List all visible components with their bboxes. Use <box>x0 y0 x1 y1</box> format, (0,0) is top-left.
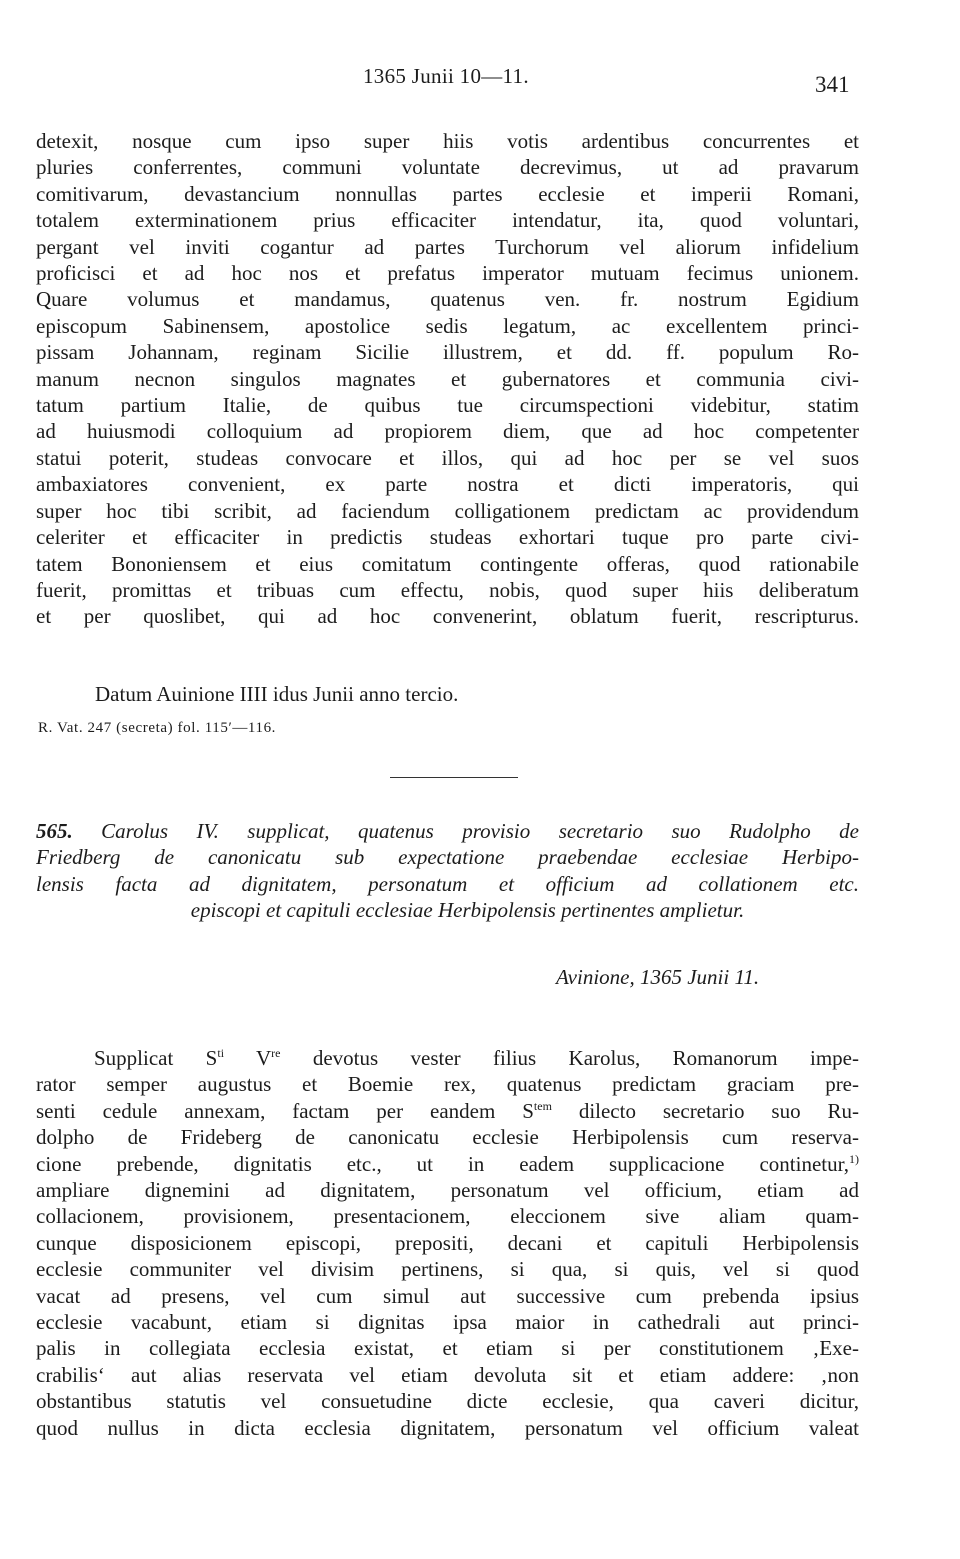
text-line: et per quoslibet, qui ad hoc convenerint, oblatum fuerit, rescripturus. <box>36 604 859 629</box>
superscript: tem <box>533 1098 552 1113</box>
place-date: Avinione, 1365 Junii 11. <box>556 965 760 989</box>
text-line: ambaxiatores convenient, ex parte nostra et dicti imperatoris, qui <box>36 472 859 497</box>
text-line: quod nullus in dicta ecclesia dignitatem, personatum vel officium valeat <box>36 1415 859 1440</box>
text-line: comitivarum, devastancium nonnullas partes ecclesie et imperii Romani, <box>36 181 859 206</box>
footnote-ref: 1) <box>849 1151 859 1166</box>
text-fragment: dilecto secretario suo Ru- <box>551 1098 859 1123</box>
text-fragment: devotus vester filius Karolus, Romanorum impe- <box>280 1046 859 1070</box>
text-line <box>36 1098 859 1124</box>
summary-text: Carolus IV. supplicat, quatenus provisio secretario suo Rudolpho de <box>72 819 859 843</box>
running-head <box>0 62 960 98</box>
text-line: palis in collegiata ecclesia existat, et etiam si per constitutionem ‚Exe- <box>36 1336 859 1361</box>
page-number: 341 <box>815 72 850 97</box>
text-line: tatem Bononiensem et eius comitatum contingente offeras, quod rationabile <box>36 551 859 576</box>
text-line: vacat ad presens, vel cum simul aut successive cum prebenda ipsius <box>36 1283 859 1308</box>
letter-body <box>36 128 859 630</box>
text-line <box>36 1045 859 1071</box>
text-fragment: cione prebende, dignitatis etc., ut in eadem supplicacione continetur, <box>36 1151 849 1176</box>
text-line <box>36 1151 859 1177</box>
source-note: R. Vat. 247 (secreta) fol. 115′—116. <box>38 720 277 736</box>
text-line: pluries conferrentes, communi voluntate decrevimus, ut ad pravarum <box>36 155 859 180</box>
text-fragment: Supplicat S <box>94 1046 218 1070</box>
text-fragment: senti cedule annexam, factam per eandem S <box>36 1098 534 1123</box>
text-line: obstantibus statutis vel consuetudine dicte ecclesie, qua caveri dicitur, <box>36 1389 859 1414</box>
text-line: crabilis‘ aut alias reservata vel etiam devoluta sit et etiam addere: ‚non <box>36 1362 859 1387</box>
text-line: ecclesie communiter vel divisim pertinens, si qua, si quis, vel si quod <box>36 1257 859 1282</box>
text-line: fuerit, promittas et tribuas cum effectu, nobis, quod super hiis deliberatum <box>36 577 859 602</box>
text-line: rator semper augustus et Boemie rex, quatenus predictam graciam pre- <box>36 1072 859 1097</box>
text-fragment: V <box>224 1046 272 1070</box>
text-line: proficisci et ad hoc nos et prefatus imperator mutuam fecimus unionem. <box>36 261 859 286</box>
supplication-body <box>36 1045 859 1441</box>
entry-number: 565. <box>36 819 73 843</box>
superscript: re <box>271 1046 281 1060</box>
summary-line: Friedberg de canonicatu sub expectatione praebendae ecclesiae Herbipo- <box>36 845 859 870</box>
text-line: celeriter et efficaciter in predictis studeas exhortari tuque pro parte civi- <box>36 525 859 550</box>
text-line: ampliare dignemini ad dignitatem, personatum vel officium, etiam ad <box>36 1178 859 1203</box>
text-line: detexit, nosque cum ipso super hiis votis ardentibus concurrentes et <box>36 129 859 153</box>
text-line: episcopum Sabinensem, apostolice sedis legatum, ac excellentem princi- <box>36 313 859 338</box>
text-line: ecclesie vacabunt, etiam si dignitas ipsa maior in cathedrali aut princi- <box>36 1310 859 1335</box>
text-line: ad huiusmodi colloquium ad propiorem diem, que ad hoc competenter <box>36 419 859 444</box>
section-divider <box>390 777 518 778</box>
text-line: collacionem, provisionem, presentacionem, eleccionem sive aliam quam- <box>36 1204 859 1229</box>
text-line: totalem exterminationem prius efficaciter intendatur, ita, quod voluntari, <box>36 208 859 233</box>
text-line: cunque disposicionem episcopi, prepositi, decani et capituli Herbipolensis <box>36 1230 859 1255</box>
superscript: ti <box>217 1046 225 1060</box>
datum-line: Datum Auinione IIII idus Junii anno tercio. <box>95 682 459 706</box>
text-line: pissam Johannam, reginam Sicilie illustrem, et dd. ff. populum Ro- <box>36 340 859 365</box>
summary-line: lensis facta ad dignitatem, personatum et officium ad collationem etc. <box>36 871 859 896</box>
text-line: Quare volumus et mandamus, quatenus ven. fr. nostrum Egidium <box>36 287 859 312</box>
text-line: dolpho de Frideberg de canonicatu ecclesie Herbipolensis cum reserva- <box>36 1125 859 1150</box>
text-line: statui poterit, studeas convocare et illos, qui ad hoc per se vel suos <box>36 445 859 470</box>
text-line: manum necnon singulos magnates et gubernatores et communia civi- <box>36 366 859 391</box>
summary-line: episcopi et capituli ecclesiae Herbipolensis pertinentes amplietur. <box>190 898 745 923</box>
summary-line <box>36 818 859 844</box>
text-line: super hoc tibi scribit, ad faciendum colligationem predictam ac providendum <box>36 498 859 523</box>
running-title: 1365 Junii 10—11. <box>363 64 529 88</box>
text-line: pergant vel inviti cogantur ad partes Turchorum vel aliorum infidelium <box>36 234 859 259</box>
entry-summary <box>36 818 859 924</box>
text-line: tatum partium Italie, de quibus tue circumspectioni videbitur, statim <box>36 393 859 418</box>
